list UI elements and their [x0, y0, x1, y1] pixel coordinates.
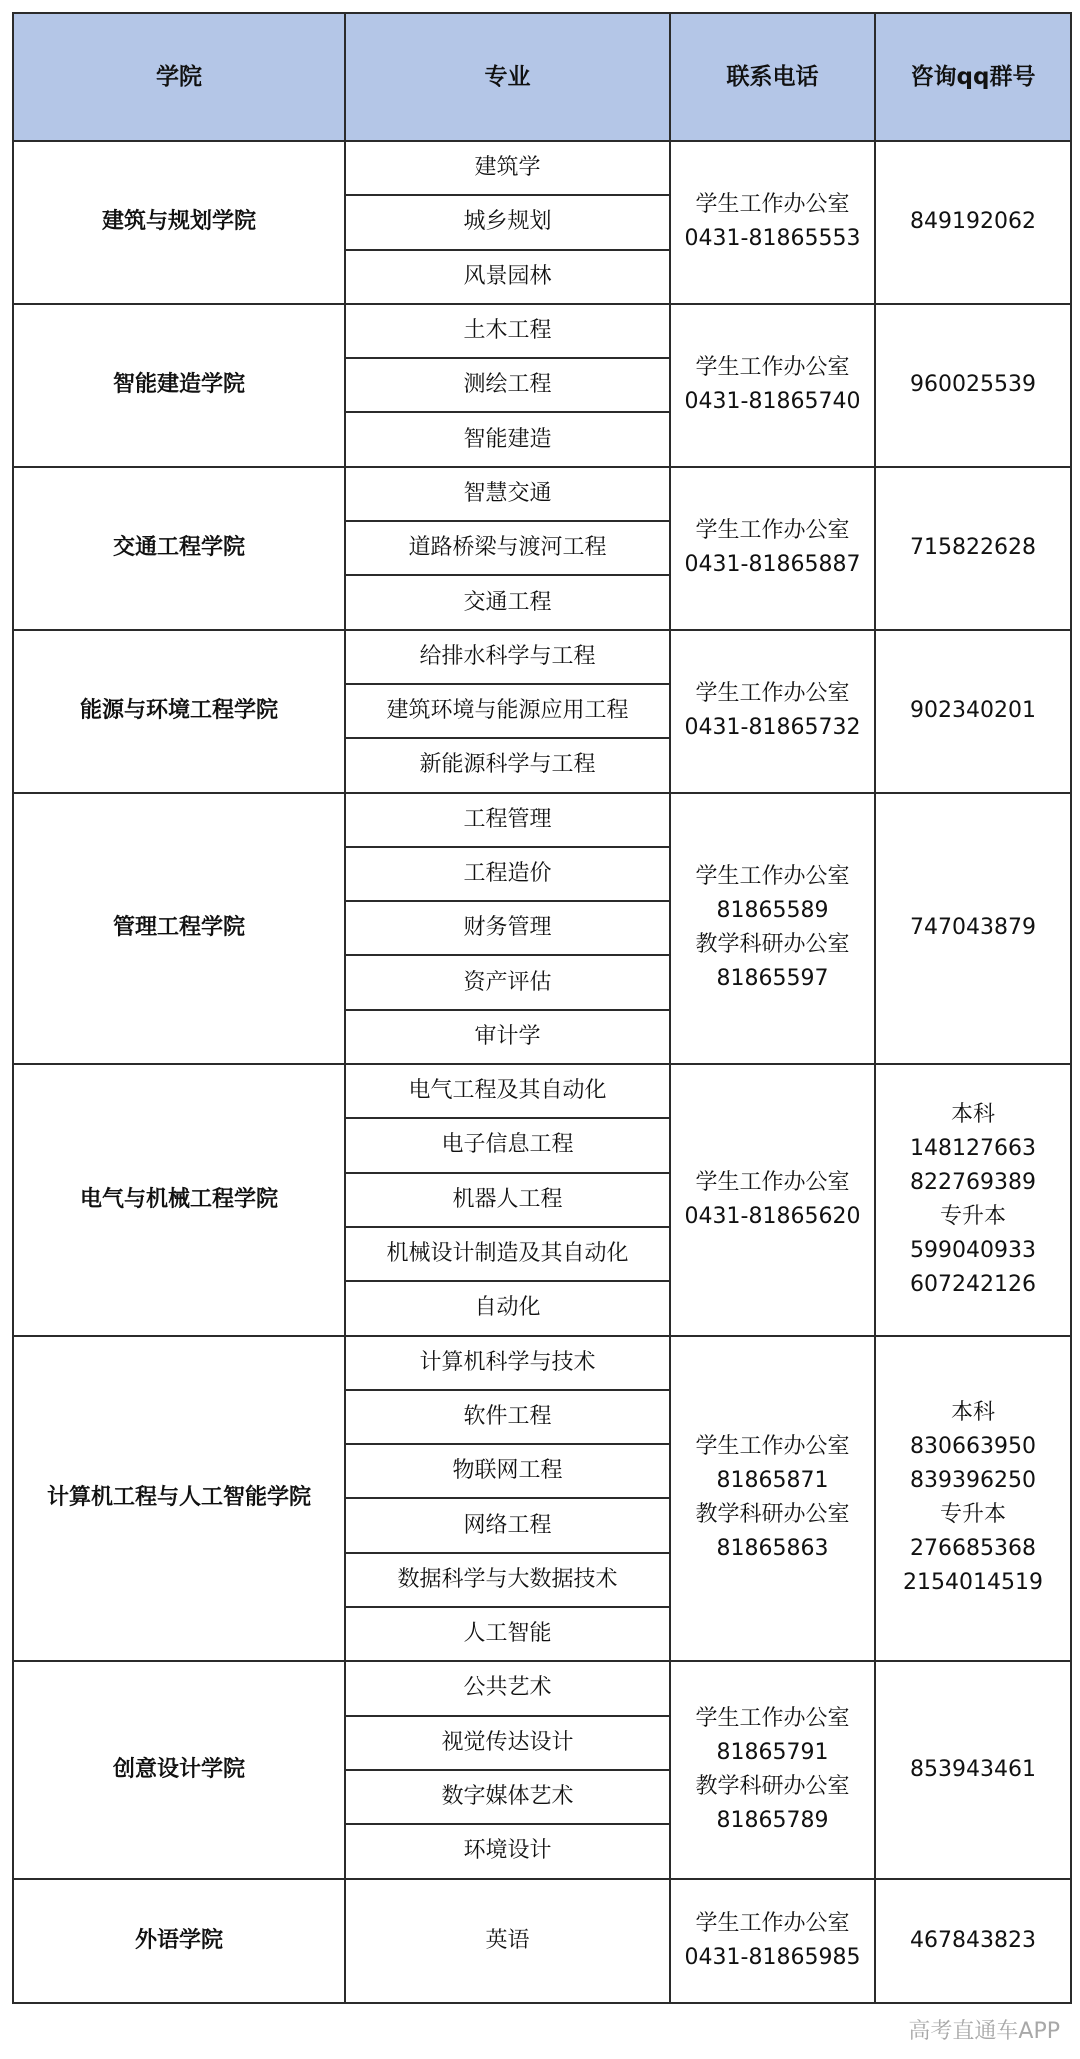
- phone-line: 教学科研办公室: [695, 1773, 850, 1799]
- major-name: 环境设计: [345, 1824, 670, 1878]
- qq-line: 960025539: [910, 372, 1036, 398]
- major-name: 交通工程: [345, 575, 670, 629]
- qq-line: 849192062: [910, 209, 1036, 235]
- table-row: [13, 141, 1071, 195]
- table-row: [13, 467, 1071, 521]
- qq-group: [875, 141, 1071, 304]
- major-name: 风景园林: [345, 250, 670, 304]
- qq-line: 839396250: [910, 1468, 1036, 1494]
- qq-line: 专升本: [939, 1203, 1006, 1229]
- major-name: 土木工程: [345, 304, 670, 358]
- qq-line: 822769389: [910, 1169, 1036, 1195]
- college-name: 能源与环境工程学院: [13, 630, 345, 793]
- college-name: 交通工程学院: [13, 467, 345, 630]
- qq-line: 830663950: [910, 1434, 1036, 1460]
- qq-group: [875, 1879, 1071, 2003]
- qq-line: 276685368: [910, 1536, 1036, 1562]
- major-name: 给排水科学与工程: [345, 630, 670, 684]
- major-name: 审计学: [345, 1010, 670, 1064]
- contact-phone: [670, 1661, 875, 1878]
- qq-group: [875, 304, 1071, 467]
- table-row: [13, 630, 1071, 684]
- phone-line: 学生工作办公室: [695, 1705, 850, 1731]
- contact-phone: [670, 630, 875, 793]
- phone-line: 0431-81865985: [684, 1944, 861, 1970]
- phone-line: 81865871: [716, 1468, 829, 1494]
- table-row: [13, 1879, 1071, 2003]
- qq-group: [875, 467, 1071, 630]
- college-contact-table: [12, 12, 1072, 2004]
- phone-line: 0431-81865553: [684, 226, 861, 252]
- qq-line: 599040933: [910, 1237, 1036, 1263]
- qq-line: 本科: [950, 1101, 995, 1127]
- contact-phone: [670, 467, 875, 630]
- major-name: 工程管理: [345, 793, 670, 847]
- phone-line: 学生工作办公室: [695, 192, 850, 218]
- qq-group: [875, 630, 1071, 793]
- major-name: 工程造价: [345, 847, 670, 901]
- major-name: 物联网工程: [345, 1444, 670, 1498]
- contact-phone: [670, 1336, 875, 1662]
- qq-line: 853943461: [910, 1756, 1036, 1782]
- phone-line: 81865597: [716, 966, 829, 992]
- header-qq: 咨询qq群号: [875, 13, 1071, 141]
- college-name: 建筑与规划学院: [13, 141, 345, 304]
- phone-line: 教学科研办公室: [695, 1502, 850, 1528]
- contact-phone: [670, 1064, 875, 1335]
- phone-line: 学生工作办公室: [695, 1910, 850, 1936]
- college-name: 创意设计学院: [13, 1661, 345, 1878]
- major-name: 机械设计制造及其自动化: [345, 1227, 670, 1281]
- contact-phone: [670, 793, 875, 1064]
- major-name: 道路桥梁与渡河工程: [345, 521, 670, 575]
- phone-line: 81865863: [716, 1536, 829, 1562]
- major-name: 城乡规划: [345, 195, 670, 249]
- major-name: 英语: [345, 1879, 670, 2003]
- header-row: [13, 13, 1071, 141]
- major-name: 数据科学与大数据技术: [345, 1553, 670, 1607]
- major-name: 财务管理: [345, 901, 670, 955]
- major-name: 人工智能: [345, 1607, 670, 1661]
- college-name: 外语学院: [13, 1879, 345, 2003]
- major-name: 软件工程: [345, 1390, 670, 1444]
- major-name: 数字媒体艺术: [345, 1770, 670, 1824]
- qq-line: 607242126: [910, 1271, 1036, 1297]
- major-name: 建筑学: [345, 141, 670, 195]
- qq-line: 902340201: [910, 698, 1036, 724]
- phone-line: 81865789: [716, 1807, 829, 1833]
- major-name: 电气工程及其自动化: [345, 1064, 670, 1118]
- table-row: [13, 1336, 1071, 1390]
- phone-line: 学生工作办公室: [695, 1434, 850, 1460]
- header-phone: 联系电话: [670, 13, 875, 141]
- table-row: [13, 1661, 1071, 1715]
- table-row: [13, 793, 1071, 847]
- qq-line: 148127663: [910, 1135, 1036, 1161]
- college-name: 智能建造学院: [13, 304, 345, 467]
- phone-line: 81865589: [716, 898, 829, 924]
- major-name: 智能建造: [345, 412, 670, 466]
- contact-phone: [670, 1879, 875, 2003]
- qq-line: 2154014519: [903, 1570, 1043, 1596]
- major-name: 计算机科学与技术: [345, 1336, 670, 1390]
- header-college: 学院: [13, 13, 345, 141]
- major-name: 视觉传达设计: [345, 1716, 670, 1770]
- phone-line: 81865791: [716, 1739, 829, 1765]
- phone-line: 学生工作办公室: [695, 355, 850, 381]
- table-header: [13, 13, 1071, 141]
- major-name: 电子信息工程: [345, 1118, 670, 1172]
- qq-group: [875, 1661, 1071, 1878]
- major-name: 建筑环境与能源应用工程: [345, 684, 670, 738]
- major-name: 机器人工程: [345, 1173, 670, 1227]
- phone-line: 0431-81865887: [684, 552, 861, 578]
- qq-line: 467843823: [910, 1927, 1036, 1953]
- phone-line: 教学科研办公室: [695, 932, 850, 958]
- qq-line: 本科: [950, 1400, 995, 1426]
- table-row: [13, 1064, 1071, 1118]
- contact-phone: [670, 141, 875, 304]
- major-name: 自动化: [345, 1281, 670, 1335]
- watermark-text: 高考直通车APP: [908, 2019, 1060, 2044]
- qq-group: [875, 1336, 1071, 1662]
- college-name: 计算机工程与人工智能学院: [13, 1336, 345, 1662]
- qq-line: 715822628: [910, 535, 1036, 561]
- college-name: 管理工程学院: [13, 793, 345, 1064]
- major-name: 测绘工程: [345, 358, 670, 412]
- phone-line: 学生工作办公室: [695, 681, 850, 707]
- qq-group: [875, 1064, 1071, 1335]
- phone-line: 0431-81865740: [684, 389, 861, 415]
- table-body: [13, 141, 1071, 2003]
- phone-line: 0431-81865620: [684, 1203, 861, 1229]
- phone-line: 0431-81865732: [684, 715, 861, 741]
- major-name: 网络工程: [345, 1498, 670, 1552]
- major-name: 新能源科学与工程: [345, 738, 670, 792]
- college-name: 电气与机械工程学院: [13, 1064, 345, 1335]
- qq-group: [875, 793, 1071, 1064]
- phone-line: 学生工作办公室: [695, 518, 850, 544]
- major-name: 公共艺术: [345, 1661, 670, 1715]
- major-name: 资产评估: [345, 955, 670, 1009]
- qq-line: 专升本: [939, 1502, 1006, 1528]
- contact-phone: [670, 304, 875, 467]
- header-major: 专业: [345, 13, 670, 141]
- phone-line: 学生工作办公室: [695, 864, 850, 890]
- qq-line: 747043879: [910, 915, 1036, 941]
- phone-line: 学生工作办公室: [695, 1169, 850, 1195]
- major-name: 智慧交通: [345, 467, 670, 521]
- table-row: [13, 304, 1071, 358]
